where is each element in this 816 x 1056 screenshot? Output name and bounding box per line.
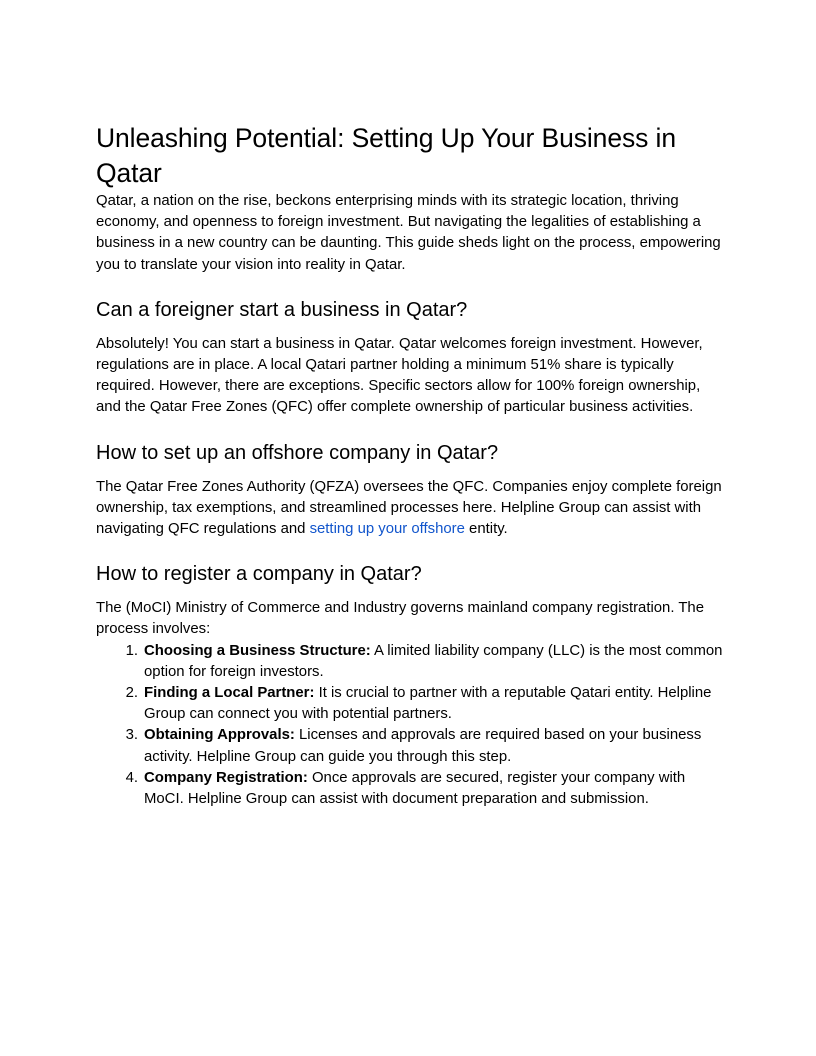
section-body-foreigner: Absolutely! You can start a business in Qatar. Qatar welcomes foreign investment. However, regulations are in place. A local Qatari partner holding a minimum 51% share is typically required. However, there are exceptions. Specific sectors allow for 100% foreign ownership, and the Qatar Free Zones (QFC) offer complete ownership of particular business activities.: [96, 335, 703, 416]
section-body-register: The (MoCI) Ministry of Commerce and Industry governs mainland company registration. The process involves:: [96, 600, 705, 638]
list-item-label: Obtaining Approvals:: [144, 727, 295, 744]
offshore-body-tail: entity.: [464, 521, 508, 538]
offshore-setup-link[interactable]: setting up your offshore: [309, 521, 465, 538]
list-item-text: Once approvals are secured, register your company with MoCI. Helpline Group can assist with document preparation and submission.: [144, 769, 686, 808]
section-heading-foreigner: Can a foreigner start a business in Qatar?: [96, 298, 468, 321]
document-page: [96, 121, 726, 810]
list-item-number: 1.: [125, 642, 138, 659]
list-item: [125, 641, 726, 683]
list-item-label: Choosing a Business Structure:: [144, 642, 371, 659]
list-item-number: 3.: [125, 727, 138, 744]
section-heading-offshore: How to set up an offshore company in Qatar?: [96, 441, 499, 464]
offshore-body-text: The Qatar Free Zones Authority (QFZA) oversees the QFC. Companies enjoy complete foreign ownership, tax exemptions, and streamlined processes here. Helpline Group can assist with navigating QFC regulations and: [96, 478, 722, 538]
list-item-text: Licenses and approvals are required based on your business activity. Helpline Group can guide you through this step.: [144, 727, 702, 765]
list-item-label: Finding a Local Partner:: [144, 685, 315, 702]
registration-steps-list: [96, 641, 726, 811]
intro-paragraph: Qatar, a nation on the rise, beckons enterprising minds with its strategic location, thriving economy, and openness to foreign investment. But navigating the legalities of establishing a business in a new country can be daunting. This guide sheds light on the process, empowering you to translate your vision into reality in Qatar.: [96, 193, 721, 273]
list-item: [125, 725, 726, 767]
list-item-number: 2.: [125, 685, 138, 702]
list-item-label: Company Registration:: [144, 769, 308, 786]
list-item-number: 4.: [125, 769, 138, 786]
list-item: [125, 683, 726, 725]
section-heading-register: How to register a company in Qatar?: [96, 563, 422, 586]
list-item-text: It is crucial to partner with a reputable Qatari entity. Helpline Group can connect you with potential partners.: [144, 685, 712, 723]
list-item: [125, 768, 726, 810]
list-item-text: A limited liability company (LLC) is the most common option for foreign investors.: [144, 642, 723, 680]
document-title: Unleashing Potential: Setting Up Your Business in Qatar: [96, 123, 676, 188]
section-body-offshore: [96, 477, 726, 541]
